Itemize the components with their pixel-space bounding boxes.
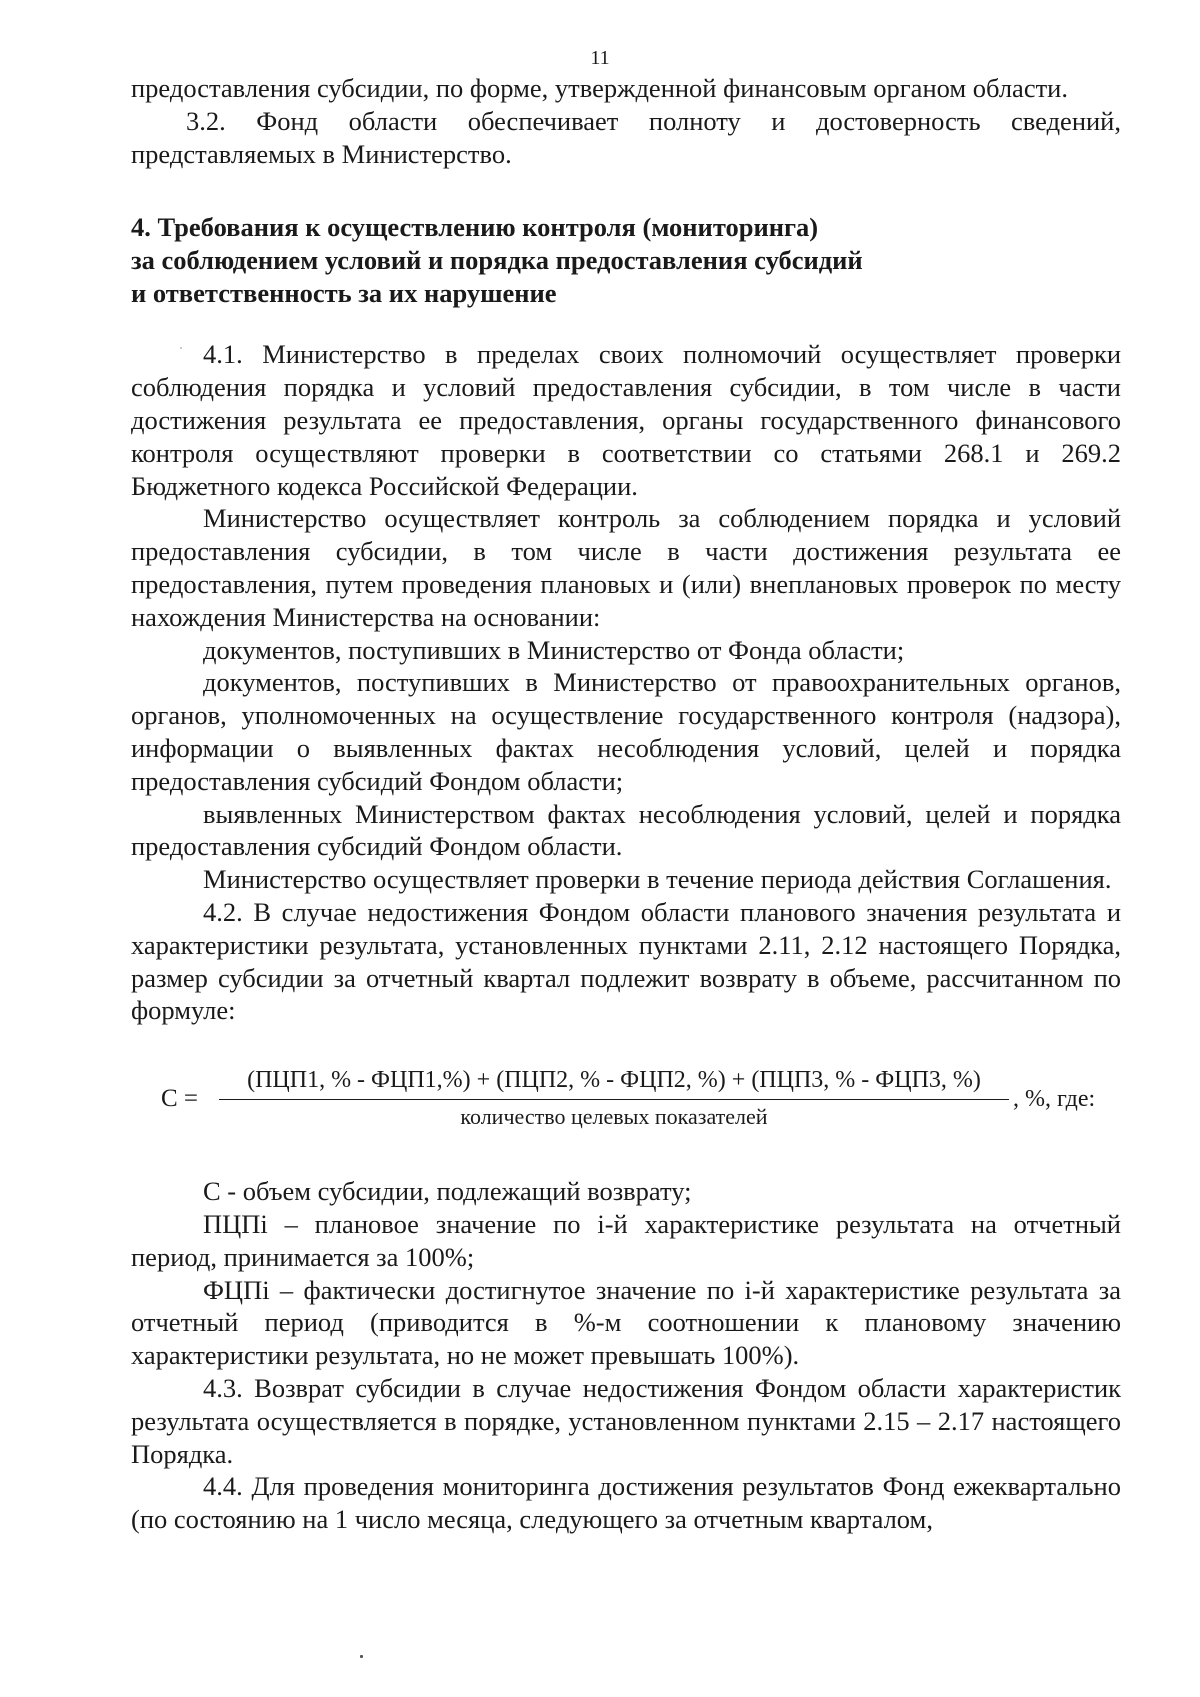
section-heading	[131, 211, 1121, 310]
formula-lhs: С =	[161, 1085, 199, 1113]
paragraph: С - объем субсидии, подлежащий возврату;	[203, 1176, 692, 1207]
formula-tail: , %, где:	[1013, 1086, 1096, 1113]
formula-block	[131, 1027, 1121, 1175]
heading-line: 4. Требования к осуществлению контроля (мониторинга)	[131, 212, 819, 243]
paragraph: Министерство осуществляет проверки в течение периода действия Соглашения.	[203, 864, 1112, 895]
paragraph: ПЦПi – плановое значение по i-й характеристике результата на отчетный период, принимается за 100%;	[131, 1208, 1121, 1272]
page-number: 11	[590, 47, 610, 69]
paragraph: выявленных Министерством фактах несоблюдения условий, целей и порядка предоставления субсидий Фондом области.	[131, 798, 1121, 862]
scan-speck	[360, 1655, 363, 1658]
scan-speck	[180, 347, 182, 349]
paragraph: 3.2. Фонд области обеспечивает полноту и достоверность сведений, представляемых в Министерство.	[131, 105, 1121, 169]
heading-line: за соблюдением условий и порядка предоставления субсидий	[131, 245, 863, 276]
heading-line: и ответственность за их нарушение	[131, 278, 557, 309]
formula-numerator: (ПЦП1, % - ФЦП1,%) + (ПЦП2, % - ФЦП2, %) + (ПЦП3, % - ФЦП3, %)	[247, 1067, 981, 1094]
paragraph: предоставления субсидии, по форме, утвержденной финансовым органом области.	[131, 73, 1068, 103]
paragraph: Министерство осуществляет контроль за соблюдением порядка и условий предоставления субсидии, в том числе в части достижения результата ее предоставления, путем проведения плановых и (или) внеплановых проверок по месту нахождения Министерства на основании:	[131, 503, 1121, 632]
formula	[161, 1065, 1121, 1135]
paragraph: 4.4. Для проведения мониторинга достижения результатов Фонд ежеквартально (по состоянию на 1 число месяца, следующего за отчетным кварталом,	[131, 1471, 1121, 1535]
paragraph: 4.3. Возврат субсидии в случае недостижения Фондом области характеристик результата осуществляется в порядке, установленном пунктами 2.15 – 2.17 настоящего Порядка.	[131, 1372, 1121, 1469]
fraction-bar	[219, 1099, 1009, 1100]
paragraph: 4.1. Министерство в пределах своих полномочий осуществляет проверки соблюдения порядка и условий предоставления субсидии, в том числе в части достижения результата ее предоставления, органы государственного финансового контроля осуществляют проверки в соответствии со статьями 268.1 и 269.2 Бюджетного кодекса Российской Федерации.	[131, 339, 1121, 501]
formula-denominator: количество целевых показателей	[460, 1104, 768, 1130]
paragraph: 4.2. В случае недостижения Фондом области планового значения результата и характеристики результата, установленных пунктами 2.11, 2.12 настоящего Порядка, размер субсидии за отчетный квартал подлежит возврату в объеме, рассчитанном по формуле:	[131, 896, 1121, 1026]
paragraph: документов, поступивших в Министерство от правоохранительных органов, органов, уполномоченных на осуществление государственного контроля (надзора), информации о выявленных фактах несоблюдения условий, целей и порядка предоставления субсидий Фондом области;	[131, 667, 1121, 796]
paragraph: документов, поступивших в Министерство от Фонда области;	[203, 634, 905, 665]
paragraph: ФЦПi – фактически достигнутое значение по i-й характеристике результата за отчетный период (приводится в %-м соотношении к плановому значению характеристики результата, но не может превышать 100%).	[131, 1274, 1121, 1371]
page-content	[131, 72, 1121, 1536]
